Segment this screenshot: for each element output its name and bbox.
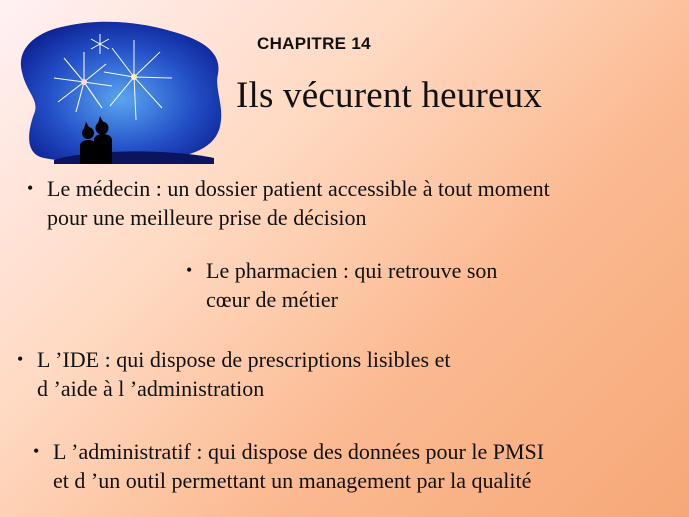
chapter-label: CHAPITRE 14 bbox=[257, 34, 371, 53]
bullet-line: pour une meilleure prise de décision bbox=[47, 205, 367, 230]
bullet-line: cœur de métier bbox=[206, 287, 338, 312]
bullet-ide bbox=[17, 345, 597, 403]
bullet-line: Le pharmacien : qui retrouve son bbox=[206, 258, 498, 283]
bullet-line: d ’aide à l ’administration bbox=[37, 376, 265, 401]
fireworks-couple-clipart-icon bbox=[14, 12, 229, 167]
bullet-marker: • bbox=[17, 349, 24, 369]
bullet-marker: • bbox=[186, 260, 193, 280]
bullet-medecin bbox=[27, 174, 677, 232]
bullet-marker: • bbox=[27, 178, 34, 198]
bullet-line: L ’IDE : qui dispose de prescriptions lisibles et bbox=[37, 347, 451, 372]
bullet-line: L ’administratif : qui dispose des données pour le PMSI bbox=[53, 439, 545, 464]
bullet-administratif bbox=[33, 437, 678, 495]
bullet-line: et d ’un outil permettant un management par la qualité bbox=[53, 468, 532, 493]
bullet-pharmacien bbox=[186, 256, 606, 314]
slide-title: Ils vécurent heureux bbox=[236, 75, 543, 116]
bullet-line: Le médecin : un dossier patient accessible à tout moment bbox=[47, 176, 550, 201]
bullet-marker: • bbox=[33, 441, 40, 461]
